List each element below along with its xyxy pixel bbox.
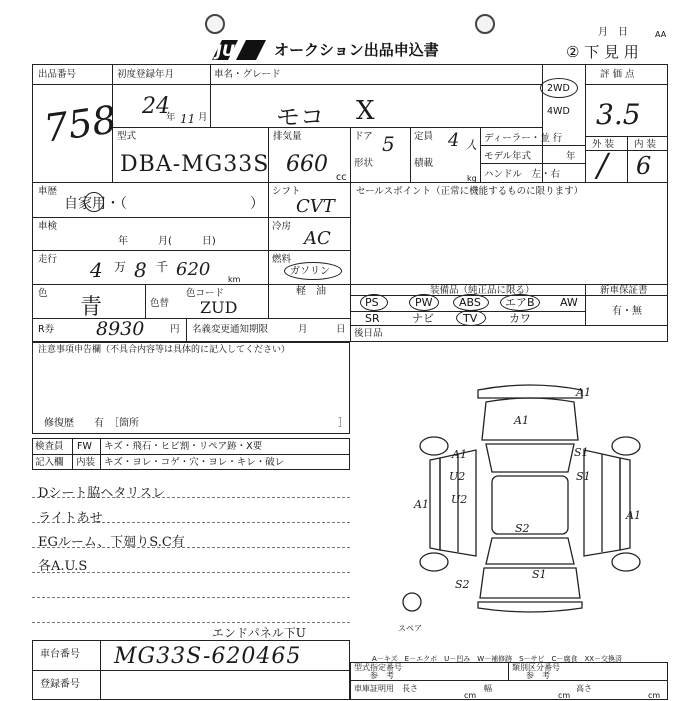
notes-header: 注意事項申告欄（不具合内容等は具体的に記入してください）: [38, 345, 291, 355]
hw-capacity-unit: 人: [465, 138, 478, 152]
new-warranty-label: 新車保証書: [600, 285, 648, 296]
equip-leather: カワ: [509, 312, 531, 325]
hw-exterior-grade: /: [597, 146, 608, 184]
damage-mark: S2: [515, 522, 530, 535]
hw-lot-no: 758: [41, 97, 120, 151]
lot-no-label: 出品番号: [38, 69, 77, 80]
inspector-label: 検査員: [35, 441, 64, 452]
mileage-label: 走行: [38, 254, 58, 265]
gasoline-label: ガソリン: [290, 266, 330, 277]
model-spec-ref: 参 考: [370, 671, 394, 680]
model-year-label: モデル年式: [484, 151, 532, 162]
gasoline-circle: [284, 262, 342, 280]
class-no-label: 類別区分番号: [512, 663, 560, 672]
inspection-label: 車検: [38, 221, 58, 232]
tax-notice-label: 名義変更通知期限: [192, 324, 269, 335]
damage-mark: S2: [455, 578, 470, 591]
mileage-sen-unit: 千: [156, 260, 169, 274]
color-code-label: 色コード: [186, 288, 225, 299]
drive-2wd: 2WD: [547, 83, 570, 94]
damage-mark: A1: [514, 414, 529, 427]
damage-mark: A1: [576, 386, 591, 399]
brand-logo: [208, 36, 268, 62]
hw-capacity: 4: [448, 130, 460, 151]
repair-history: 修復歴 有 ［箇所: [44, 418, 139, 429]
later-date-label: 後日品: [354, 328, 383, 339]
color-label: 色: [38, 288, 48, 299]
displacement-label: 排気量: [273, 131, 302, 142]
body-shape-label: 形状: [354, 158, 374, 169]
width-cm: cm: [558, 691, 571, 700]
hw-grade: X: [356, 96, 375, 126]
damage-mark: A1: [452, 448, 467, 461]
hw-first-reg-month: 11: [180, 112, 196, 126]
fuel-label: 燃料: [272, 254, 292, 265]
hw-mileage-rest: 620: [176, 259, 211, 280]
hw-history-close: ）: [250, 196, 264, 212]
hw-note-1: Dシート脇ヘタリスレ: [38, 486, 166, 501]
fw-label: FW: [77, 441, 92, 452]
repair-bracket: ］: [338, 418, 348, 429]
load-label: 積載: [414, 158, 434, 169]
cert-length-label: 車庫証明用 長さ: [354, 684, 418, 693]
shift-label: シフト: [272, 186, 301, 197]
model-year-unit: 年: [566, 151, 576, 162]
svg-text:JU: JU: [216, 41, 235, 60]
damage-mark: A1: [626, 509, 641, 522]
diesel-label: 軽 油: [296, 286, 326, 297]
model-spec-no-label: 型式指定番号: [354, 663, 402, 672]
capacity-label: 定員: [414, 131, 434, 142]
equip-abs-circle: [453, 294, 489, 311]
form-title: オークション出品申込書: [274, 41, 439, 59]
damage-legend: A－キズ E－エクボ U－凹み W－補修跡 S－サビ C－腐食 XX－交換済: [372, 655, 623, 663]
warranty-options: 有・無: [612, 306, 642, 317]
exterior-label: 外 装: [592, 139, 615, 150]
damage-mark: S1: [574, 446, 589, 459]
sales-point-label: セールスポイント（正常に機能するものに限ります）: [356, 186, 584, 197]
damage-mark: U2: [449, 470, 466, 483]
height-label: 高さ: [576, 684, 592, 693]
equip-sr: SR: [365, 312, 380, 325]
entry-col-label: 記入欄: [35, 457, 64, 468]
km-label: km: [228, 275, 241, 284]
car-damage-diagram: [400, 380, 660, 620]
class-no-ref: 参 考: [526, 671, 550, 680]
equip-pw-circle: [409, 294, 439, 311]
equip-abs: ABS: [459, 296, 481, 309]
copy-label: ② 下 見 用: [566, 43, 639, 61]
history-circle: [84, 192, 104, 212]
hw-history: 自家用・（: [64, 196, 127, 212]
tax-rebate-label: R券: [38, 324, 55, 335]
equip-ps-circle: [360, 294, 388, 311]
punch-hole-left: [205, 14, 225, 34]
equip-tv-circle: [456, 310, 486, 326]
damage-mark: A1: [414, 498, 429, 511]
damage-mark: U2: [451, 493, 468, 506]
equip-navi: ナビ: [412, 312, 434, 325]
damage-mark: S1: [576, 470, 591, 483]
year-mark: 年: [166, 112, 176, 123]
hw-chassis-no: MG33S-620465: [114, 644, 302, 669]
length-cm: cm: [464, 691, 477, 700]
hw-model: DBA-MG33S: [120, 152, 270, 177]
kg-label: kg: [467, 174, 477, 183]
hw-interior-grade: 6: [636, 152, 652, 180]
hw-car-name: モコ: [276, 103, 324, 131]
fw-items: キズ・飛石・ヒビ割・リペア跡・X要: [104, 441, 263, 452]
first-reg-label: 初度登録年月: [117, 69, 175, 80]
handle-label: ハンドル 左・右: [484, 169, 561, 180]
month-mark: 月: [198, 112, 208, 123]
interior-row-label: 内装: [76, 457, 96, 468]
yen-label: 円: [170, 324, 180, 335]
hw-displacement: 660: [286, 152, 328, 177]
equip-label: 装備品（純正品に限る）: [430, 285, 535, 296]
equip-aw: AW: [560, 296, 578, 309]
drive-4wd: 4WD: [547, 106, 570, 117]
hw-mileage-man: 4: [90, 258, 103, 282]
doors-label: ドア: [354, 131, 373, 142]
hw-note-5: エンドパネル下U: [212, 626, 306, 640]
equip-tv: TV: [463, 312, 478, 325]
damage-mark: S1: [532, 568, 547, 581]
hw-note-2: ライトあせ: [38, 511, 103, 526]
color-change-label: 色替: [150, 298, 170, 309]
history-label: 車歴: [38, 186, 58, 197]
ac-label: 冷房: [272, 221, 292, 232]
hw-tax-amount: 8930: [96, 318, 145, 340]
equip-airbag-circle: [500, 294, 540, 311]
hw-shift: CVT: [296, 196, 335, 217]
hw-color: 青: [80, 295, 103, 320]
mileage-man-unit: 万: [114, 260, 127, 274]
car-name-label: 車名・グレード: [214, 69, 281, 80]
hw-mileage-sen: 8: [134, 258, 147, 282]
model-label: 型式: [117, 131, 137, 142]
reg-no-label: 登録番号: [40, 679, 80, 690]
inspection-date: 年 月( 日): [118, 236, 216, 247]
height-cm: cm: [648, 691, 661, 700]
date-label: 月 日: [598, 27, 628, 38]
interior-label: 内 装: [634, 139, 657, 150]
hw-note-4: 各A.U.S: [38, 559, 88, 574]
spare-label: スペア: [398, 624, 422, 633]
drive-2wd-circle: [540, 78, 578, 98]
hw-ac: AC: [304, 228, 331, 249]
hw-color-code: ZUD: [200, 298, 238, 317]
interior-items: キズ・ヨレ・コゲ・穴・ヨレ・キレ・破レ: [104, 457, 285, 468]
aa-label: AA: [655, 30, 667, 39]
hw-score: 3.5: [596, 98, 641, 131]
hw-note-3: EGルーム、下廻りS.C有: [38, 535, 185, 550]
hw-first-reg-year: 24: [142, 94, 170, 119]
cc-label: cc: [336, 172, 347, 183]
chassis-no-label: 車台番号: [40, 649, 80, 660]
punch-hole-right: [475, 14, 495, 34]
equip-pw: PW: [415, 296, 433, 309]
eval-label: 評 価 点: [600, 69, 635, 80]
equip-airbag: エアB: [505, 296, 535, 309]
tax-notice-date: 月 日: [298, 324, 346, 335]
width-label: 幅: [484, 684, 492, 693]
dealer-label: ディーラー・並 行: [484, 133, 563, 144]
equip-ps: PS: [365, 296, 379, 309]
hw-doors: 5: [382, 132, 395, 156]
